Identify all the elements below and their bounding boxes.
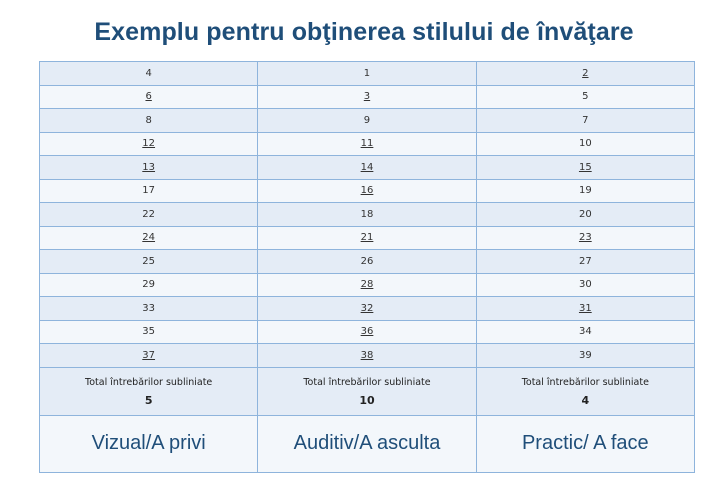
cell-auditiv [258,179,476,203]
cell-practic [476,203,694,227]
table-row [40,62,695,86]
cell-practic [476,273,694,297]
question-number: 21 [360,232,374,244]
cell-auditiv [258,344,476,368]
question-number: 13 [142,161,156,173]
table-row [40,297,695,321]
question-number: 12 [142,138,156,150]
page-title: Exemplu pentru obţinerea stilului de învăţare [94,18,634,46]
question-number: 20 [578,208,592,220]
question-number: 3 [363,91,371,103]
question-number: 31 [578,302,592,314]
cell-vizual [40,320,258,344]
cell-auditiv [258,320,476,344]
style-names-row [40,415,695,472]
cell-practic [476,226,694,250]
total-label: Total întrebărilor subliniate [85,377,213,388]
cell-vizual [40,109,258,133]
cell-auditiv [258,203,476,227]
table-body [40,62,695,473]
question-number: 39 [578,349,592,361]
question-number: 5 [582,91,589,103]
cell-vizual [40,203,258,227]
cell-auditiv [258,273,476,297]
total-value: 4 [581,394,590,407]
question-number: 35 [142,326,156,338]
table-row [40,226,695,250]
total-label: Total întrebărilor subliniate [303,377,431,388]
total-cell-auditiv [258,367,476,415]
question-number: 25 [142,255,156,267]
cell-practic [476,109,694,133]
cell-practic [476,320,694,344]
cell-vizual [40,226,258,250]
cell-vizual [40,250,258,274]
cell-practic [476,297,694,321]
question-number: 29 [142,279,156,291]
table-row [40,109,695,133]
total-cell-practic [476,367,694,415]
question-number: 10 [578,138,592,150]
style-name-vizual: Vizual/A privi [40,415,258,472]
question-number: 22 [142,208,156,220]
total-value: 10 [359,394,375,407]
cell-vizual [40,179,258,203]
question-number: 14 [360,161,374,173]
question-number: 19 [578,185,592,197]
cell-vizual [40,297,258,321]
question-number: 34 [578,326,592,338]
question-number: 6 [145,91,152,103]
cell-vizual [40,85,258,109]
question-number: 32 [360,302,374,314]
question-number: 1 [363,67,371,79]
question-number: 24 [142,232,156,244]
cell-auditiv [258,62,476,86]
cell-practic [476,179,694,203]
cell-practic [476,62,694,86]
cell-auditiv [258,297,476,321]
question-number: 37 [142,349,156,361]
learning-style-table [39,61,695,473]
table-row [40,250,695,274]
question-number: 16 [360,185,374,197]
question-number: 30 [578,279,592,291]
cell-vizual [40,273,258,297]
table-row [40,320,695,344]
table-row [40,156,695,180]
question-number: 15 [578,161,592,173]
question-number: 33 [142,302,156,314]
cell-vizual [40,344,258,368]
style-name-auditiv: Auditiv/A asculta [258,415,476,472]
cell-practic [476,344,694,368]
question-number: 26 [360,255,374,267]
cell-auditiv [258,226,476,250]
table-row [40,203,695,227]
total-label: Total întrebărilor subliniate [521,377,649,388]
table-row [40,85,695,109]
question-number: 8 [145,114,152,126]
table-row [40,273,695,297]
question-number: 23 [578,232,592,244]
cell-auditiv [258,132,476,156]
question-number: 11 [360,138,374,150]
question-number: 18 [360,208,374,220]
question-number: 28 [360,279,374,291]
question-number: 7 [582,114,589,126]
cell-practic [476,132,694,156]
question-number: 2 [582,67,589,79]
total-value: 5 [144,394,153,407]
question-number: 27 [578,255,592,267]
cell-vizual [40,132,258,156]
table-row [40,344,695,368]
cell-practic [476,156,694,180]
table-row [40,132,695,156]
total-cell-vizual [40,367,258,415]
cell-practic [476,250,694,274]
cell-auditiv [258,85,476,109]
totals-row [40,367,695,415]
style-name-practic: Practic/ A face [476,415,694,472]
question-number: 38 [360,349,374,361]
question-number: 36 [360,326,374,338]
cell-auditiv [258,109,476,133]
cell-vizual [40,62,258,86]
question-number: 4 [145,67,152,79]
table-row [40,179,695,203]
cell-auditiv [258,156,476,180]
cell-auditiv [258,250,476,274]
question-number: 17 [142,185,156,197]
question-number: 9 [363,114,371,126]
cell-practic [476,85,694,109]
cell-vizual [40,156,258,180]
